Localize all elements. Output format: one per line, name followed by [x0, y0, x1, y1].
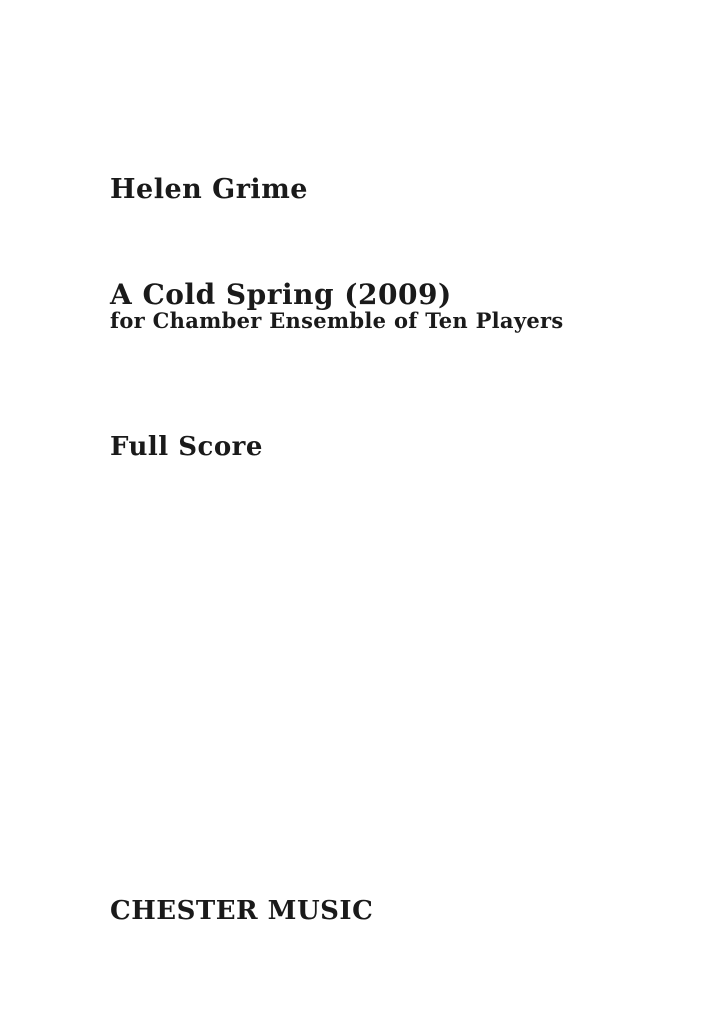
work-subtitle: for Chamber Ensemble of Ten Players — [110, 308, 564, 333]
work-title: A Cold Spring (2009) — [110, 278, 452, 311]
publisher-name: CHESTER MUSIC — [110, 896, 374, 926]
composer-name: Helen Grime — [110, 174, 308, 205]
edition-label: Full Score — [110, 432, 263, 462]
